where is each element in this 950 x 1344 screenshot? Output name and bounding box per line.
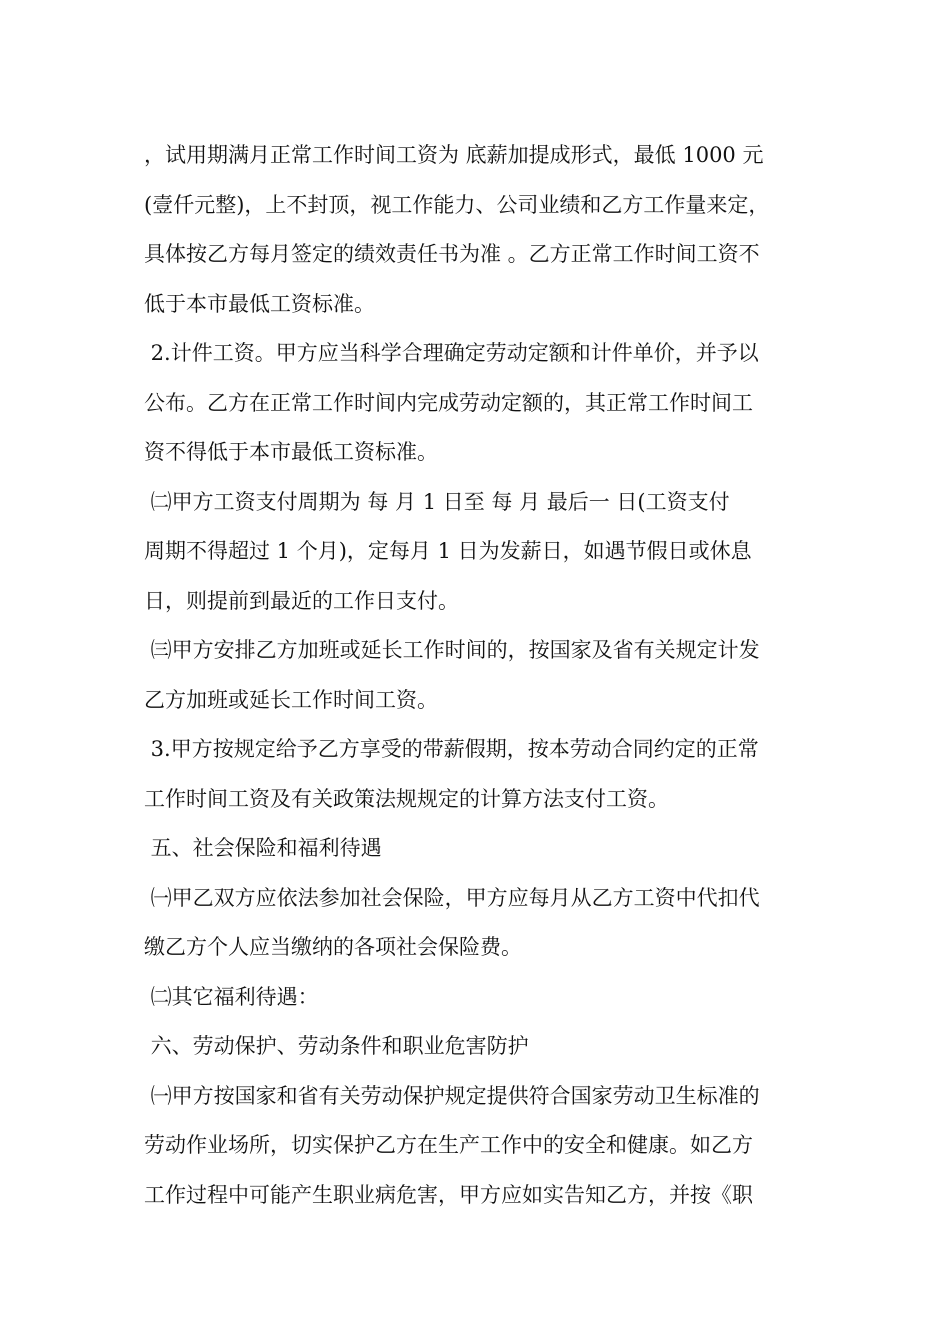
text-line: 劳动作业场所，切实保护乙方在生产工作中的安全和健康。如乙方 — [144, 1133, 753, 1157]
text-line: 周期不得超过 1 个月)，定每月 1 日为发薪日，如遇节假日或休息 — [144, 539, 752, 563]
text-line: 3.甲方按规定给予乙方享受的带薪假期，按本劳动合同约定的正常 — [144, 737, 759, 761]
text-line: 具体按乙方每月签定的绩效责任书为准 。乙方正常工作时间工资不 — [144, 242, 760, 266]
text-line: ㈢甲方安排乙方加班或延长工作时间的，按国家及省有关规定计发 — [144, 638, 760, 662]
text-line: 资不得低于本市最低工资标准。 — [144, 440, 438, 464]
text-line: 低于本市最低工资标准。 — [144, 291, 375, 316]
text-line: 2.计件工资。甲方应当科学合理确定劳动定额和计件单价，并予以 — [144, 341, 759, 365]
text-line: ，试用期满月正常工作时间工资为 底薪加提成形式，最低 1000 元 — [144, 143, 764, 167]
text-line: ㈡甲方工资支付周期为 每 月 1 日至 每 月 最后一 日(工资支付 — [144, 489, 730, 514]
text-line: ㈠甲方按国家和省有关劳动保护规定提供符合国家劳动卫生标准的 — [144, 1083, 760, 1108]
text-line: ㈠甲乙双方应依法参加社会保险，甲方应每月从乙方工资中代扣代 — [144, 885, 760, 910]
text-line: 日，则提前到最近的工作日支付。 — [144, 588, 459, 613]
text-line: 公布。乙方在正常工作时间内完成劳动定额的，其正常工作时间工 — [144, 390, 753, 415]
section-heading: 六、劳动保护、劳动条件和职业危害防护 — [144, 1034, 529, 1058]
text-line: 缴乙方个人应当缴纳的各项社会保险费。 — [144, 935, 522, 959]
text-line: ㈡其它福利待遇： — [144, 984, 319, 1009]
text-line: 乙方加班或延长工作时间工资。 — [144, 687, 438, 712]
text-line: (壹仟元整)，上不封顶，视工作能力、公司业绩和乙方工作量来定， — [144, 192, 770, 217]
document-body — [144, 131, 814, 1220]
text-line: 工作过程中可能产生职业病危害，甲方应如实告知乙方，并按《职 — [144, 1182, 753, 1207]
text-line: 工作时间工资及有关政策法规规定的计算方法支付工资。 — [144, 786, 669, 811]
section-heading: 五、社会保险和福利待遇 — [144, 836, 382, 860]
